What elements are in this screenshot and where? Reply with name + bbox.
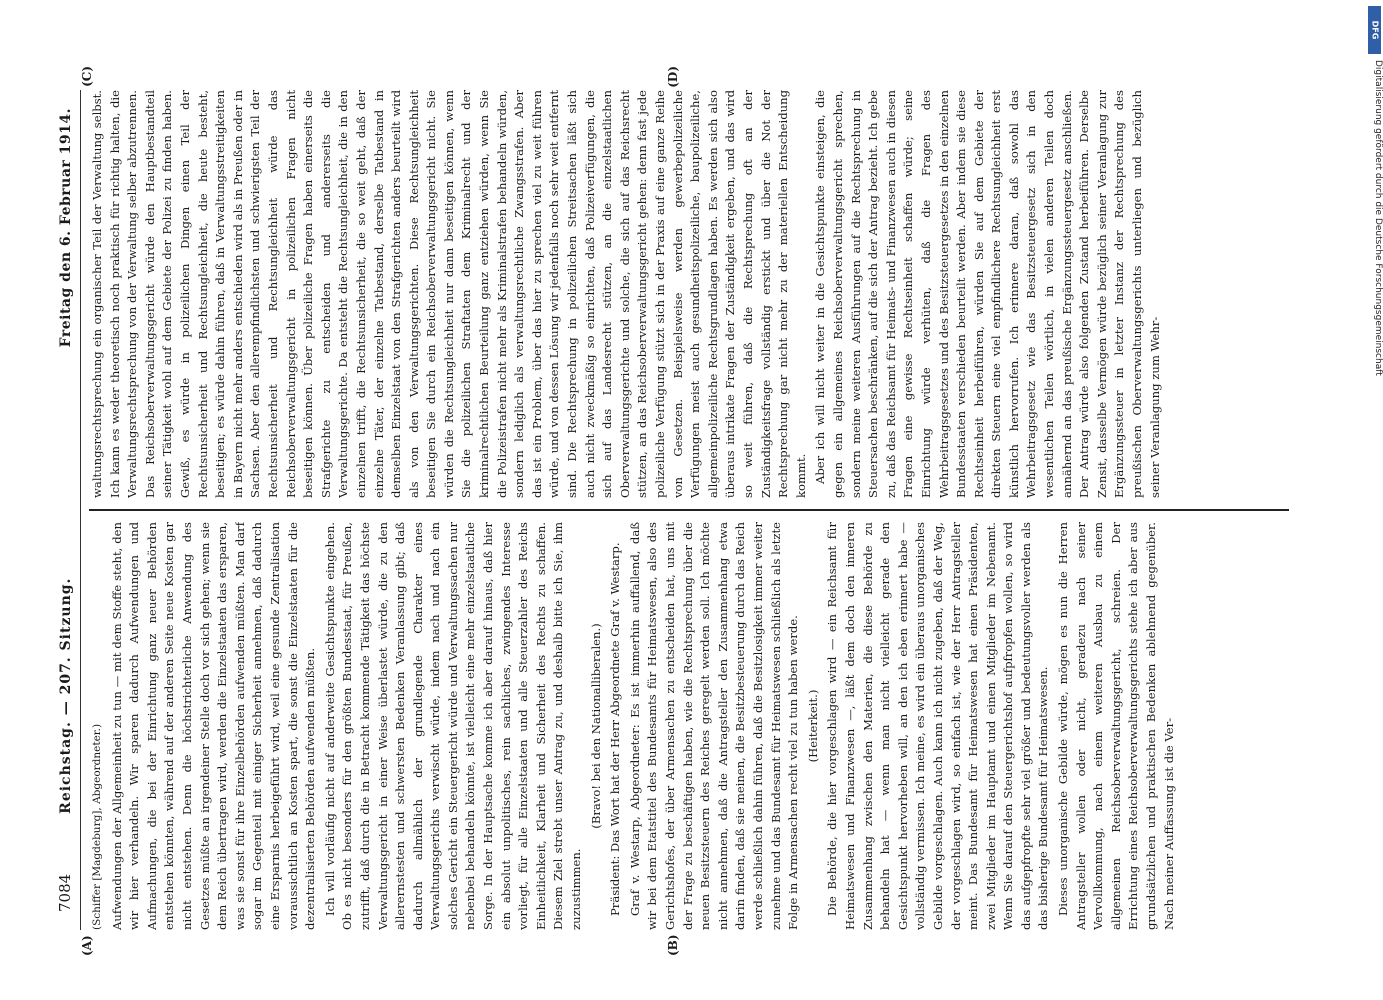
paragraph: Dieses unorganische Gebilde würde, mögen es nun die Herren Antragsteller wollen oder nicht, geradezu nach seiner Vervollkommung, nach einem weiteren Ausbau zu einem allgemeinen Reichsoberverwaltungsgericht, schreien. Der Errichtung eines Reichsoberverwaltungsgerichts stehe ich aber aus grundsätzlichen und praktischen Bedenken ablehnend gegenüber. Nach meiner Auffassung ist die Ver- xyxy=(1056,522,1176,930)
page-number: 7084 xyxy=(56,873,74,912)
header-left-title: Reichstag. — 207. Sitzung. xyxy=(58,577,74,814)
paragraph: Aber ich will nicht weiter in die Gesichtspunkte einsteigen, die gegen ein allgemeines Reichsoberverwaltungsgericht sprechen, sondern meine weiteren Ausführungen auf die Rechtsprechung in Steuersachen beschränken, auf die sich der Antrag bezieht. Ich gebe zu, daß das Reichsamt für Heimats- und Finanzwesen auch in diesen Fragen eine gewisse Rechtseinheit schaffen würde; seine Einrichtung würde verhüten, daß die Fragen des Wehrbeitragsgesetzes und des Besitzsteuergesetzes in den einzelnen Bundesstaaten verschieden beurteilt werden. Aber indem sie diese Rechtseinheit herbeiführen, würden Sie auf dem Gebiete der direkten Steuern eine viel empfindlichere Rechtsungleichheit erst künstlich hervorrufen. Ich erinnere daran, daß sowohl das Wehrbeitragsgesetz wie das Besitzsteuergesetz sich in den wesentlichen Teilen wörtlich, in vielen anderen Teilen doch annähernd an das preußische Ergänzungssteuergesetz anschließen. Der Antrag würde also folgenden Zustand herbeiführen. Derselbe Zensit, dasselbe Vermögen würde bezüglich seiner Veranlagung zur Ergänzungssteuer in letzter Instanz der Rechtsprechung des preußischen Oberverwaltungsgerichts unterliegen und bezüglich seiner Veranlagung zum Wehr- xyxy=(813,90,1162,498)
margin-marker-c: (C) xyxy=(80,66,94,87)
margin-marker-b: (B) xyxy=(666,934,680,956)
page-header xyxy=(56,90,81,930)
paragraph: Ich will vorläufig nicht auf anderweite Gesichtspunkte eingehen. Ob es nicht besonders für den größten Bundesstaat, für Preußen, zutrifft, daß durch die in Betracht kommende Tätigkeit das höchste Verwaltungsgericht in einer Weise überlastet würde, die zu den allerernstesten und schwersten Bedenken Veranlassung gibt; daß dadurch allmählich der grundlegende Charakter eines Verwaltungsgerichts verwischt würde, indem nach und nach ein solches Gericht ein Steuergericht würde und Verwaltungssachen nur nebenbei behandeln könnte, ist vielleicht eine mehr einzelstaatliche Sorge. In der Hauptsache komme ich aber darauf hinaus, daß hier ein absolut unpolitisches, rein sachliches, zwingendes Interesse vorliegt, für alle Einzelstaaten und alle Steuerzahler des Reichs Einheitlichkeit, Klarheit und Sicherheit des Rechts zu schaffen. Diesem Ziel strebt unser Antrag zu, und deshalb bitte ich Sie, ihm zuzustimmen. xyxy=(322,522,584,930)
laughter-note: (Heiterkeit.) xyxy=(805,689,820,763)
right-column xyxy=(89,90,1289,498)
paragraph: Die Behörde, die hier vorgeschlagen wird — ein Reichsamt für Heimatswesen und Finanzwesen —, läßt dem doch den inneren Zusammenhang zwischen den Materien, die diese Behörde zu behandeln hat — wenn man nicht vielleicht gerade den Gesichtspunkt hervorheben will, an den ich eben erinnert habe — vollständig vermissen. Ich meine, es wird ein überaus unorganisches Gebilde vorgeschlagen. Auch kann ich nicht zugeben, daß der Weg, der vorgeschlagen wird, so einfach ist, wie der Herr Antragsteller meint. Das Bundesamt für Heimatswesen hat einen Präsidenten, zwei Mitglieder im Hauptamt und einen Mitglieder im Nebenamt. Wenn Sie darauf den Steuergerichtshof aufpfropfen wollen, so wird das aufgepfropfte sehr viel größer und bedeutungsvoller werden als das bisherige Bundesamt für Heimatswesen. xyxy=(825,522,1051,930)
paragraph: Graf v. Westarp, Abgeordneter: Es ist immerhin auffallend, daß wir bei dem Etatstitel des Bundesamts für Heimatswesen, also des Gerichtshofes, der über Armensachen zu entscheiden hat, uns mit der Frage zu beschäftigen haben, wie die Rechtsprechung über die neuen Besitzsteuern des Reiches geregelt werden soll. Ich möchte nicht annehmen, daß die Antragsteller den Zusammenhang etwa darin finden, daß sie meinen, die Besitzbesteuerung durch das Reich werde schließlich dahin führen, daß die Besitzlosigkeit immer weiter zunehme und das Bundesamt für Heimatswesen schließlich als letzte Folge in Armensachen recht viel zu tun haben werde. xyxy=(627,522,801,930)
left-column xyxy=(89,522,1289,930)
paragraph: Präsident: Das Wort hat der Herr Abgeordnete Graf v. Westarp. xyxy=(608,542,623,916)
dfg-logo: DFG xyxy=(1368,6,1381,54)
header-right-title: Freitag den 6. Februar 1914. xyxy=(58,108,74,348)
column-divider xyxy=(89,510,1289,512)
margin-marker-a: (A) xyxy=(80,935,94,956)
rotated-page xyxy=(46,30,1336,970)
paragraph: waltungsrechtsprechung ein organischer Teil der Verwaltung selbst. Ich kann es weder theoretisch noch praktisch für richtig halten, die Verwaltungsrechtsprechung von der Verwaltung selber abzutrennen. Das Reichsoberverwaltungsgericht würde den Hauptbestandteil seiner Tätigkeit wohl auf dem Gebiete der Polizei zu finden haben. Gewiß, es würde in polizeilichen Dingen einen Teil der Rechtsunsicherheit und Rechtsungleichheit, die heute besteht, beseitigen; es würde dahin führen, daß in Verwaltungsstreitigkeiten in Bayern nicht mehr anders entschieden wird als in Preußen oder in Sachsen. Aber den allerempfindlichsten und schwierigsten Teil der Rechtsunsicherheit und Rechtsungleichheit würde das Reichsoberverwaltungsgericht in polizeilichen Fragen nicht beseitigen können. Über polizeiliche Fragen haben einerseits die Strafgerichte zu entscheiden und andererseits die Verwaltungsgerichte. Da entsteht die Rechtsungleichheit, die in den einzelnen trifft, die Rechtsunsicherheit, die so weit geht, daß der einzelne Täter, der einzelne Tatbestand, derselbe Tatbestand in demselben Einzelstaat von den Strafgerichten anders beurteilt wird als von den Verwaltungsgerichten. Diese Rechtsungleichheit beseitigen Sie durch ein Reichsoberverwaltungsgericht nicht. Sie würden die Rechtsungleichheit nur dann beseitigen können, wenn Sie die polizeilichen Straftaten dem Kriminalrecht und der kriminalrechtlichen Beurteilung ganz entziehen würden, wenn Sie die Polizeistrafen nicht mehr als Kriminalstrafen behandeln würden, sondern lediglich als verwaltungsrechtliche Zwangsstrafen. Aber das ist ein Problem, über das hier zu sprechen viel zu weit führen würde, und von dessen Lösung wir jedenfalls noch sehr weit entfernt sind. Die Rechtsprechung in polizeilichen Streitsachen läßt sich auch nicht zweckmäßig so einrichten, daß Polizeiverfügungen, die sich auf das Landesrecht stützen, an die einzelstaatlichen Oberverwaltungsgerichte und solche, die sich auf das Reichsrecht stützen, an das Reichsoberverwaltungsgericht gehen: denn fast jede polizeiliche Verfügung stützt sich in der Praxis auf eine ganze Reihe von Gesetzen. Beispielsweise werden gewerbepolizeiliche Verfügungen meist auch gesundheitspolizeiliche, baupolizeiliche, allgemeinpolizeiliche Rechtsgrundlagen haben. Es werden sich also überaus intrikate Fragen der Zuständigkeit ergeben, und das wird so weit führen, daß die Rechtsprechung oft an der Zuständigkeitsfrage vollständig erstickt und über die Not der Rechtsprechung gar nicht mehr zu der materiellen Entscheidung kommt. xyxy=(90,90,808,498)
text-columns xyxy=(89,90,1289,930)
speaker-continuation: (Schiffer [Magdeburg], Abgeordneter.) xyxy=(91,723,103,930)
applause-note: (Bravo! bei den Nationalliberalen.) xyxy=(588,623,603,829)
digitization-notice: Digitalisierung gefördert durch die Deutsche Forschungsgemeinschaft xyxy=(1373,60,1383,376)
margin-marker-d: (D) xyxy=(666,66,680,88)
paragraph: Aufwendungen der Allgemeinheit zu tun — mit dem Stoffe steht, den wir hier verhandeln. Wir sparen dadurch Aufwendungen und Aufmachungen, die bei der Einrichtung ganz neuer Behörden entstehen könnten, während auf der anderen Seite neue Kosten gar nicht entstehen. Denn die höchstrichterliche Anwendung des Gesetzes müßte an irgendeiner Stelle doch vor sich gehen; wenn sie dem Reich übertragen wird, werden die Einzelstaaten das ersparen, was sie sonst für ihre Einzelbehörden aufwenden müßten. Man darf sogar im Gegenteil mit einiger Sicherheit annehmen, daß dadurch eine Ersparnis herbeigeführt wird, weil eine gesunde Zentralisation voraussichtlich an Kosten spart, die sonst die Einzelstaaten für die dezentralisierten Behörden aufwenden müßten. xyxy=(109,522,318,930)
